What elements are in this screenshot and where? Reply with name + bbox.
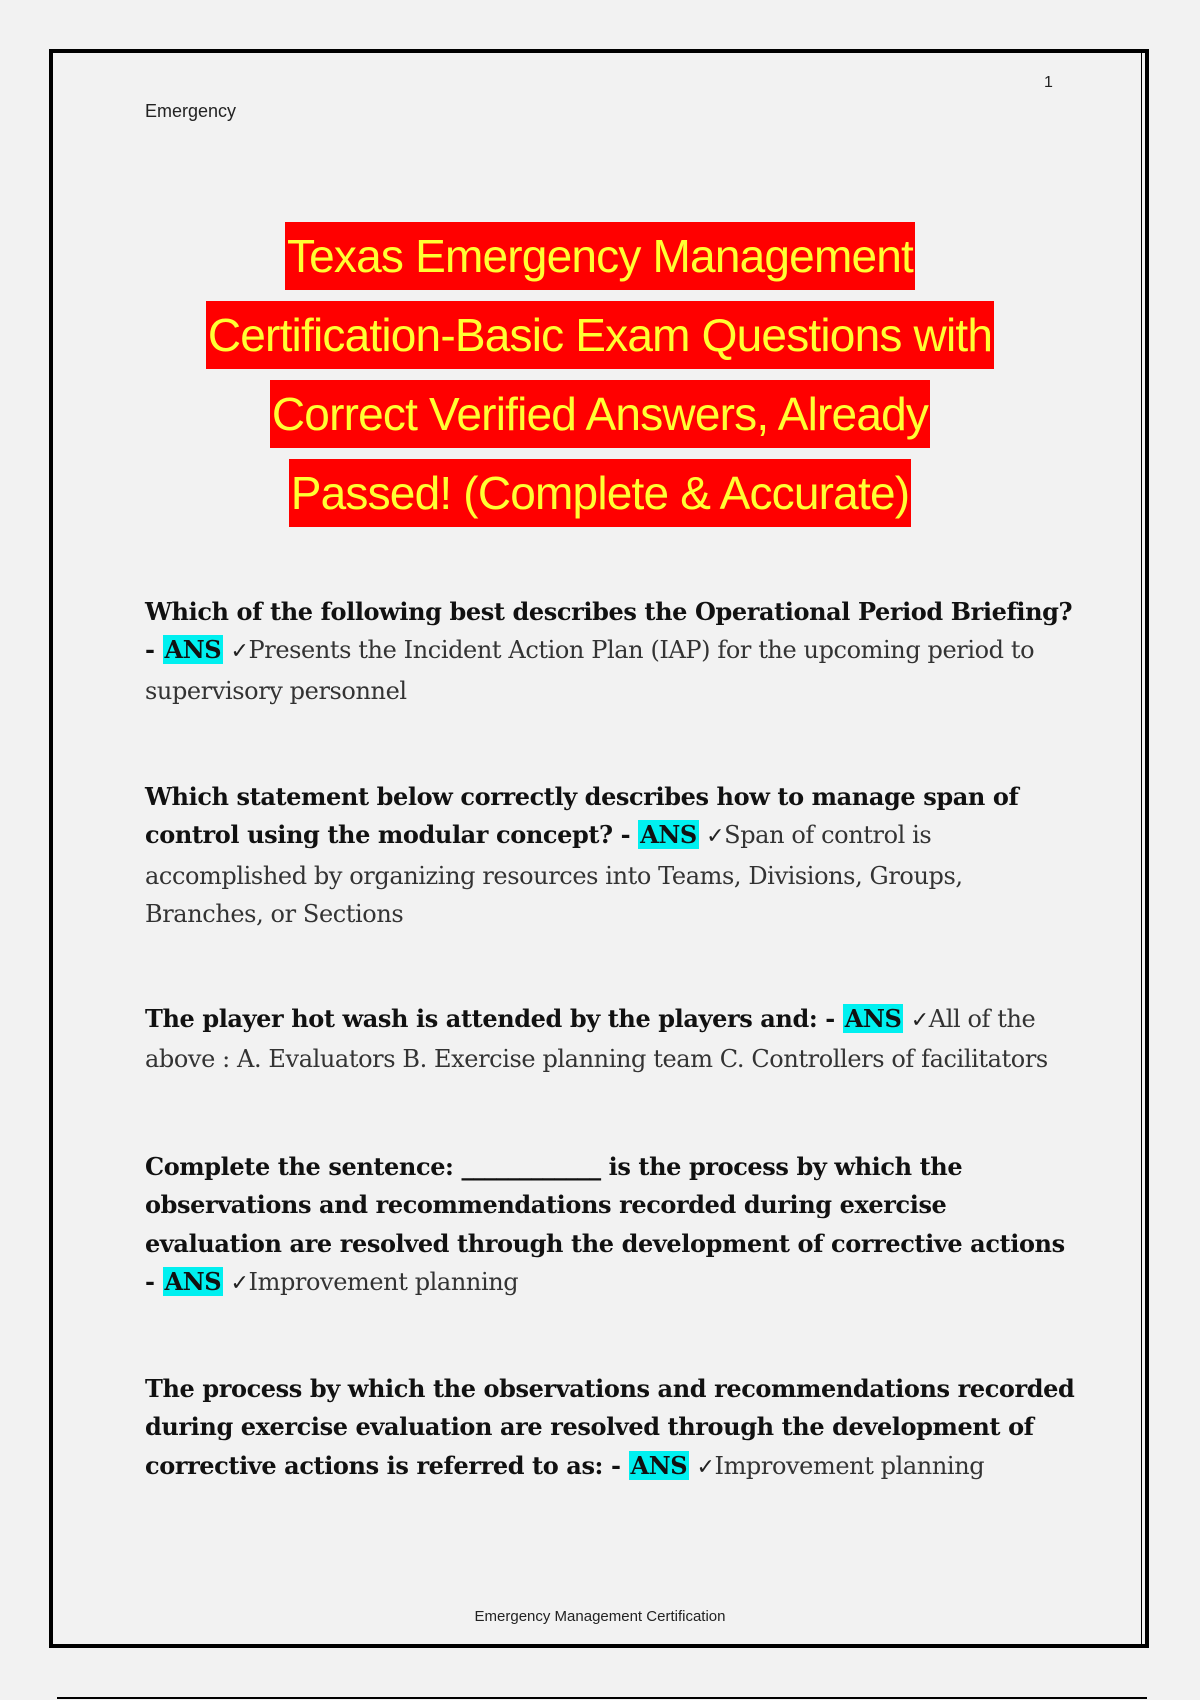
check-icon: ✓ (696, 1454, 715, 1480)
answer-text: Improvement planning (714, 1451, 985, 1480)
question-text: Which statement below correctly describes how to manage span of control using the modular concept? - (145, 782, 1019, 850)
answer-text: All of the above : A. Evaluators B. Exercise planning team C. Controllers of facilitators (145, 1005, 1048, 1074)
title-line-2: Certification-Basic Exam Questions with (206, 301, 994, 369)
document-title (100, 222, 1100, 538)
question-text: The process by which the observations and recommendations recorded during exercise evaluation are resolved through the development of corrective actions is referred to as: - (145, 1374, 1075, 1480)
check-icon: ✓ (230, 1270, 249, 1296)
qa-item-4 (145, 1148, 1075, 1303)
title-line-1: Texas Emergency Management (285, 222, 915, 290)
ans-badge: ANS (164, 1266, 222, 1296)
qa-item-2 (145, 778, 1075, 933)
page-footer: Emergency Management Certification (474, 1608, 726, 1625)
title-line-3: Correct Verified Answers, Already (270, 380, 930, 448)
bottom-divider (57, 1697, 1147, 1699)
question-text: Which of the following best describes the Operational Period Briefing? - (145, 597, 1073, 665)
title-line-4: Passed! (Complete & Accurate) (289, 459, 912, 527)
qa-item-1 (145, 593, 1075, 710)
answer-text: Improvement planning (248, 1267, 519, 1296)
check-icon: ✓ (910, 1008, 929, 1033)
check-icon: ✓ (706, 824, 725, 850)
ans-badge: ANS (844, 1004, 902, 1033)
qa-item-5 (145, 1370, 1075, 1487)
answer-text: Presents the Incident Action Plan (IAP) for the upcoming period to supervisory personnel (145, 636, 1035, 705)
qa-item-3 (145, 1000, 1075, 1079)
check-icon: ✓ (230, 639, 249, 665)
question-text: Complete the sentence: ____________ is the process by which the observations and recommendations recorded during exercise evaluation are resolved through the development of corrective actions - (145, 1152, 1065, 1296)
answer-text: Span of control is accomplished by organizing resources into Teams, Divisions, Groups, Branches, or Sections (145, 821, 963, 928)
ans-badge: ANS (640, 820, 697, 850)
running-head: Emergency (145, 101, 237, 121)
ans-badge: ANS (164, 635, 222, 665)
question-text: The player hot wash is attended by the players and: - (145, 1004, 843, 1033)
page-number: 1 (1044, 74, 1053, 91)
ans-badge: ANS (630, 1450, 688, 1480)
